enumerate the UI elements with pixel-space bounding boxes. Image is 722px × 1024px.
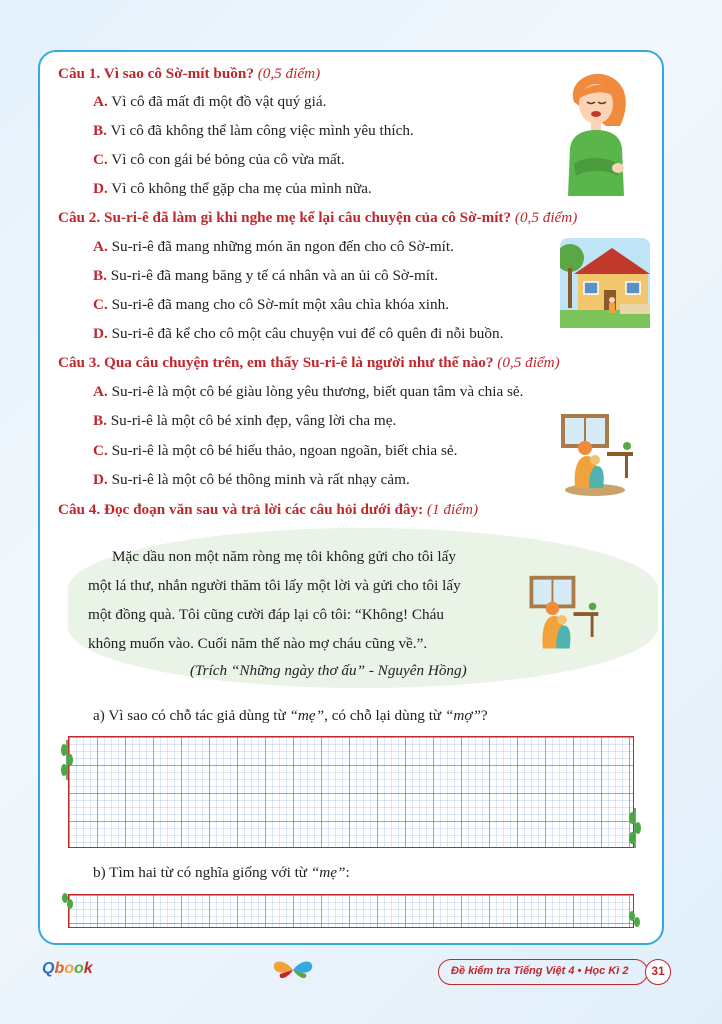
passage-line: một lá thư, nhắn người thăm tôi lấy một lời và gửi cho tôi lấy xyxy=(88,577,461,594)
passage-line: không muốn vào. Cuối năm thế nào mợ cháu cũng về.”. xyxy=(88,635,428,652)
leaf-decoration-icon xyxy=(628,808,642,848)
leaf-decoration-icon xyxy=(61,892,73,912)
q1-option-c[interactable]: C. Vì cô con gái bé bỏng của cô vừa mất. xyxy=(93,151,345,168)
footer-book-title: Đề kiểm tra Tiếng Việt 4 • Học Kì 2 xyxy=(438,959,648,985)
q2-option-b[interactable]: B. Su-ri-ê đã mang băng y tế cá nhân và an ủi cô Sờ-mít. xyxy=(93,267,439,284)
q3-option-c[interactable]: C. Su-ri-ê là một cô bé hiếu thảo, ngoan ngoãn, biết chia sẻ. xyxy=(93,442,458,459)
answer-grid-a[interactable] xyxy=(68,736,634,848)
page-number: 31 xyxy=(645,959,671,985)
question-1: Câu 1. Vì sao cô Sờ-mít buồn? (0,5 điểm) xyxy=(58,65,321,82)
crying-woman-illustration xyxy=(560,68,632,196)
house-illustration xyxy=(560,238,650,328)
q1-option-b[interactable]: B. Vì cô đã không thể làm công việc mình yêu thích. xyxy=(93,122,414,139)
hugging-scene-illustration xyxy=(555,410,635,500)
q1-option-a[interactable]: A. Vì cô đã mất đi một đồ vật quý giá. xyxy=(93,93,327,110)
q3-option-d[interactable]: D. Su-ri-ê là một cô bé thông minh và rất nhạy cảm. xyxy=(93,471,410,488)
answer-grid-b[interactable] xyxy=(68,894,634,928)
sub-question-b: b) Tìm hai từ có nghĩa giống với từ “mẹ”: xyxy=(93,864,350,881)
q3-option-b[interactable]: B. Su-ri-ê là một cô bé xinh đẹp, vâng lời cha mẹ. xyxy=(93,412,397,429)
question-4: Câu 4. Đọc đoạn văn sau và trả lời các câu hỏi dưới đây: (1 điểm) xyxy=(58,501,478,518)
q2-option-a[interactable]: A. Su-ri-ê đã mang những món ăn ngon đến cho cô Sờ-mít. xyxy=(93,238,454,255)
passage-line: Mặc dầu non một năm ròng mẹ tôi không gửi cho tôi lấy xyxy=(112,548,456,565)
passage-line: một đồng quà. Tôi cũng cười đáp lại cô tôi: “Không! Cháu xyxy=(88,606,444,623)
q2-option-c[interactable]: C. Su-ri-ê đã mang cho cô Sờ-mít một xâu chìa khóa xinh. xyxy=(93,296,450,313)
mother-child-illustration xyxy=(522,572,602,658)
q3-option-a[interactable]: A. Su-ri-ê là một cô bé giàu lòng yêu thương, biết quan tâm và chia sẻ. xyxy=(93,383,524,400)
passage-source: (Trích “Những ngày thơ ấu” - Nguyên Hồng) xyxy=(190,662,467,679)
q1-option-d[interactable]: D. Vì cô không thể gặp cha mẹ của mình nữa. xyxy=(93,180,372,197)
sub-question-a: a) Vì sao có chỗ tác giả dùng từ “mẹ”, có chỗ lại dùng từ “mợ”? xyxy=(93,707,488,724)
butterfly-ornament-icon xyxy=(270,958,316,982)
question-3: Câu 3. Qua câu chuyện trên, em thấy Su-ri-ê là người như thế nào? (0,5 điểm) xyxy=(58,354,560,371)
leaf-decoration-icon xyxy=(60,740,74,780)
leaf-decoration-icon xyxy=(628,910,640,930)
question-2: Câu 2. Su-ri-ê đã làm gì khi nghe mẹ kể lại câu chuyện của cô Sờ-mít? (0,5 điểm) xyxy=(58,209,578,226)
publisher-logo: Qbook xyxy=(42,960,93,977)
q2-option-d[interactable]: D. Su-ri-ê đã kể cho cô một câu chuyện vui để cô quên đi nỗi buồn. xyxy=(93,325,504,342)
